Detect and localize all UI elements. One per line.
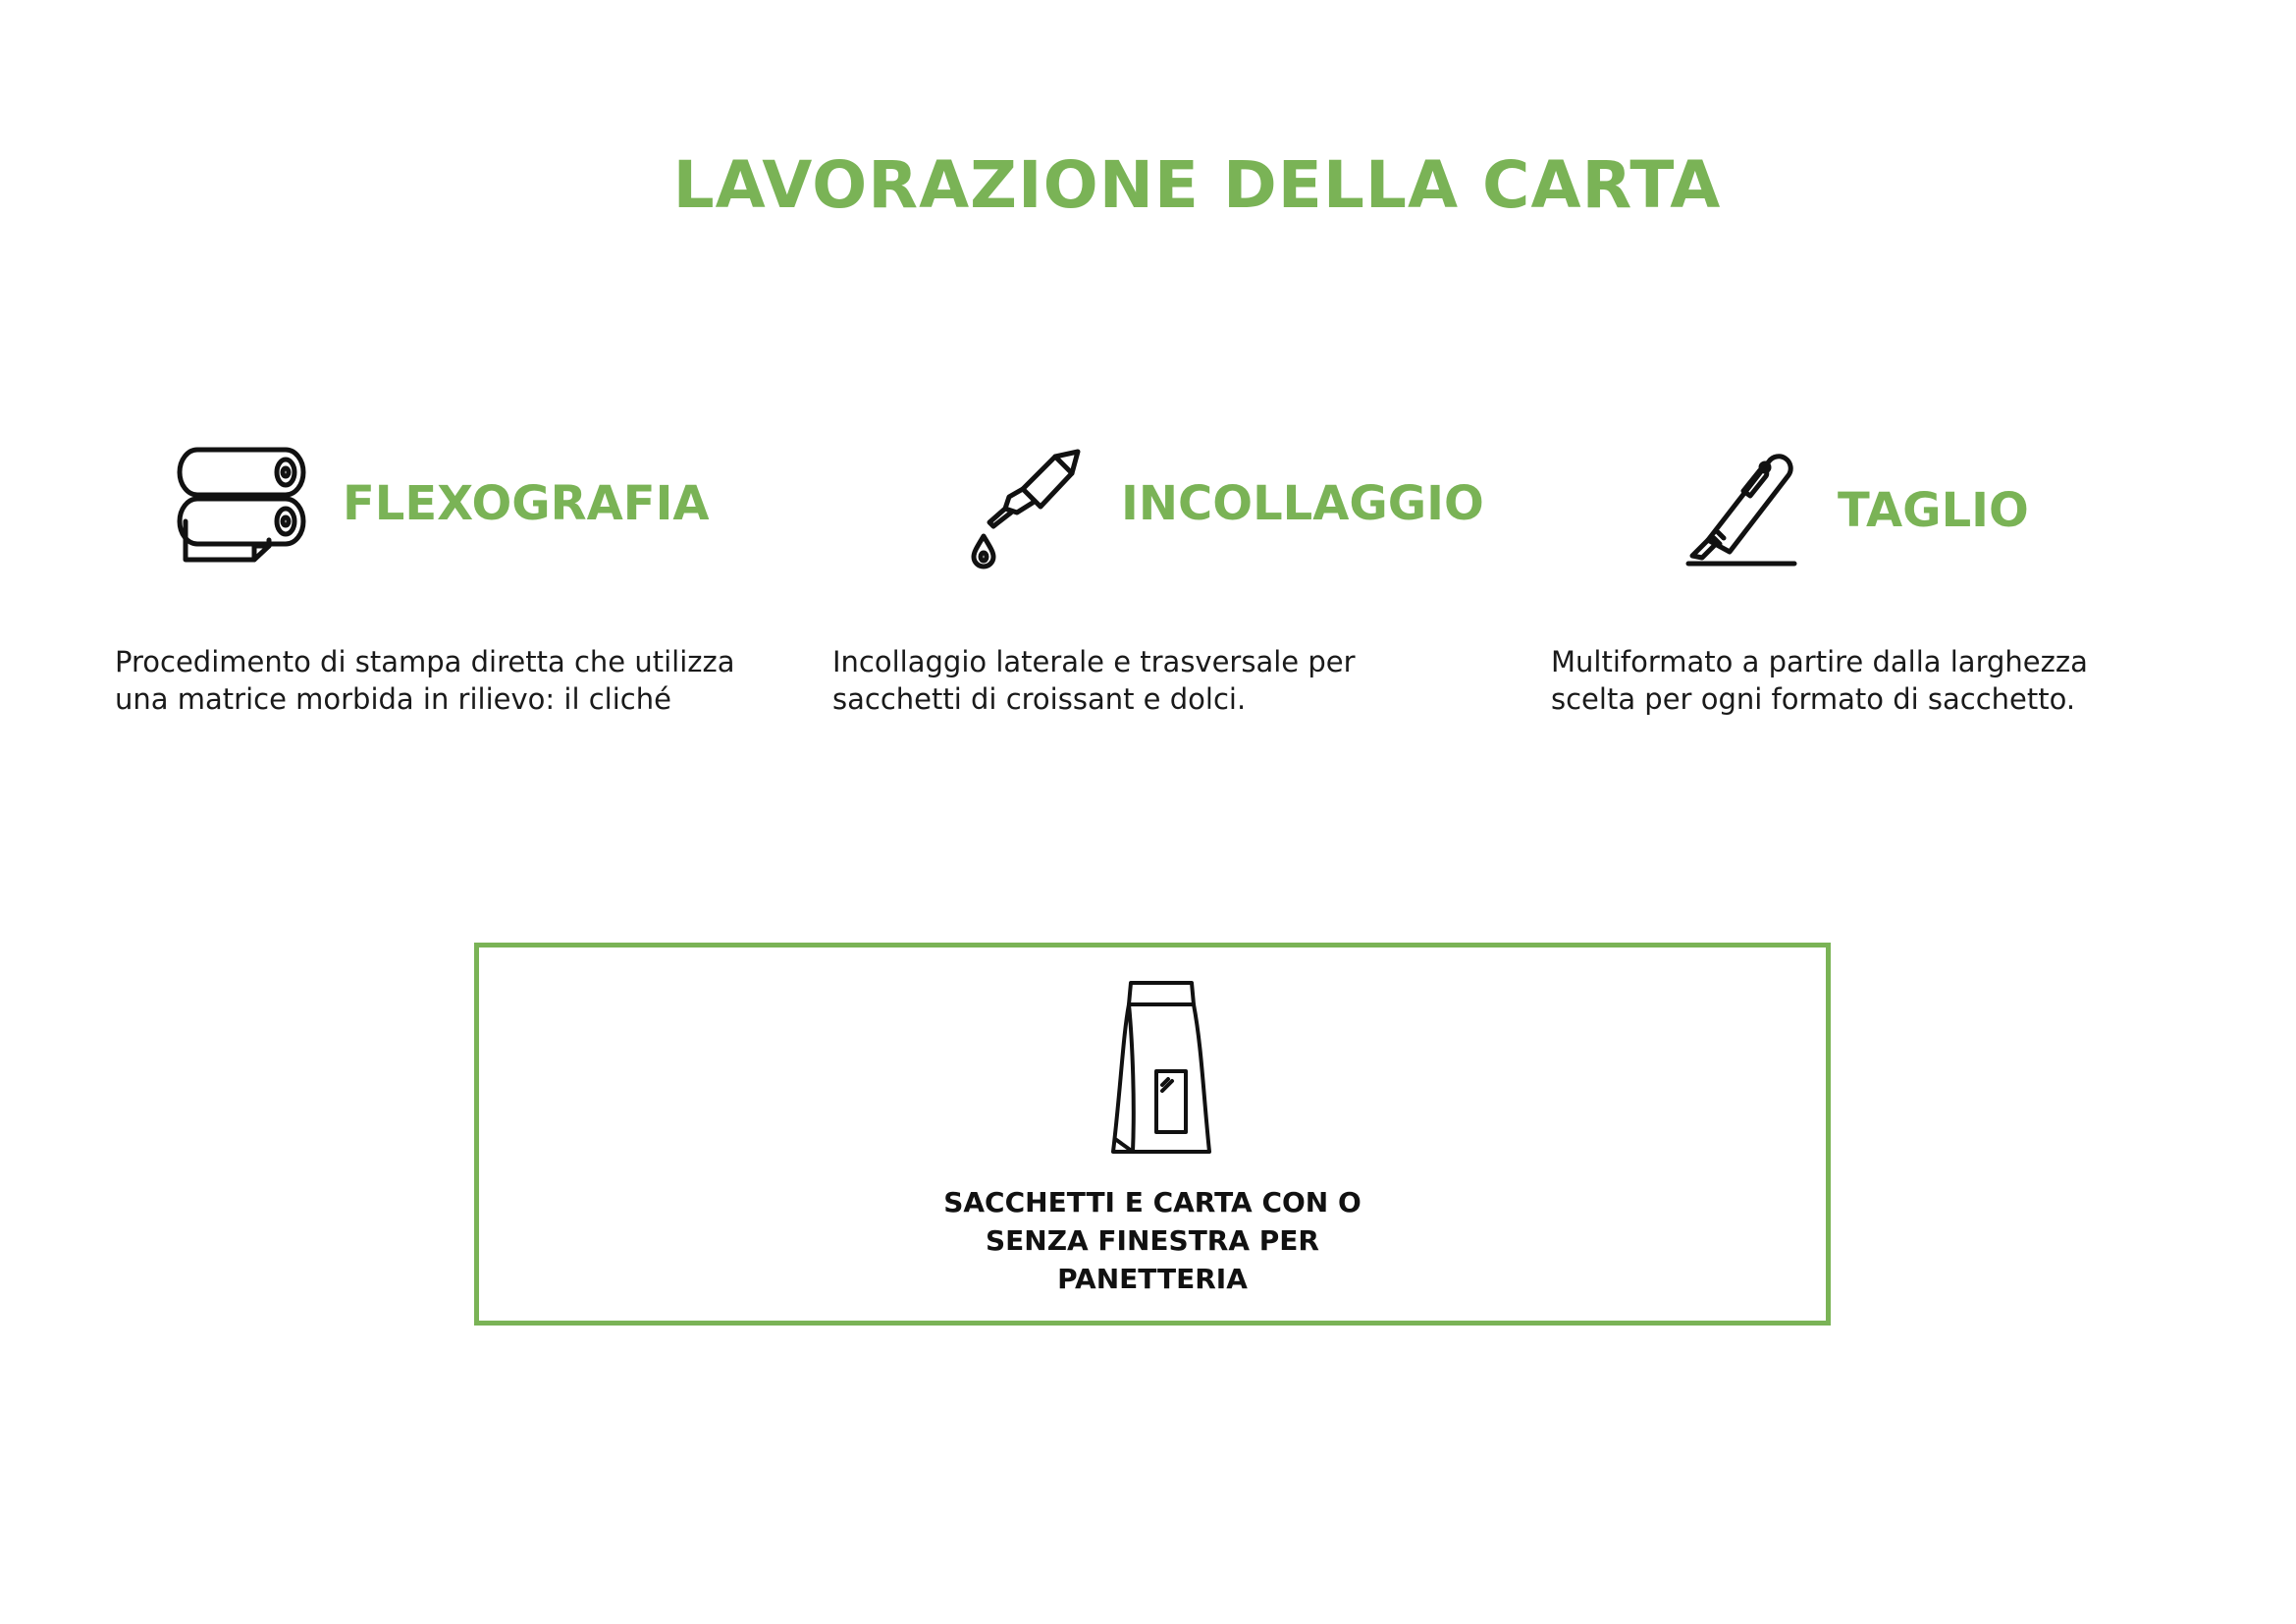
paper-bag-window-icon xyxy=(1107,977,1215,1164)
feature-flexografia xyxy=(115,432,802,746)
description-line: scelta per ogni formato di sacchetto. xyxy=(1551,682,2076,716)
product-box xyxy=(474,943,1831,1326)
description-line: Multiformato a partire dalla larghezza xyxy=(1551,645,2088,678)
feature-incollaggio xyxy=(832,432,1520,746)
caption-line: PANETTERIA xyxy=(1057,1263,1248,1295)
description-line: Procedimento di stampa diretta che utilizza xyxy=(115,645,735,678)
description-line: una matrice morbida in rilievo: il cliché xyxy=(115,682,671,716)
caption-line: SENZA FINESTRA PER xyxy=(985,1224,1319,1257)
feature-label: TAGLIO xyxy=(1838,483,2029,538)
product-caption xyxy=(479,1183,1826,1298)
caption-line: SACCHETTI E CARTA CON O xyxy=(943,1186,1362,1218)
glue-bottle-icon xyxy=(962,442,1090,569)
paper-rolls-icon xyxy=(176,442,313,569)
feature-label: INCOLLAGGIO xyxy=(1121,476,1484,531)
feature-description xyxy=(832,643,1520,718)
feature-label: FLEXOGRAFIA xyxy=(343,476,710,531)
cutter-knife-icon xyxy=(1679,442,1806,569)
feature-taglio xyxy=(1551,432,2238,746)
description-line: sacchetti di croissant e dolci. xyxy=(832,682,1247,716)
feature-description xyxy=(115,643,802,718)
description-line: Incollaggio laterale e trasversale per xyxy=(832,645,1356,678)
page-title: LAVORAZIONE DELLA CARTA xyxy=(672,147,1722,223)
feature-description xyxy=(1551,643,2238,718)
